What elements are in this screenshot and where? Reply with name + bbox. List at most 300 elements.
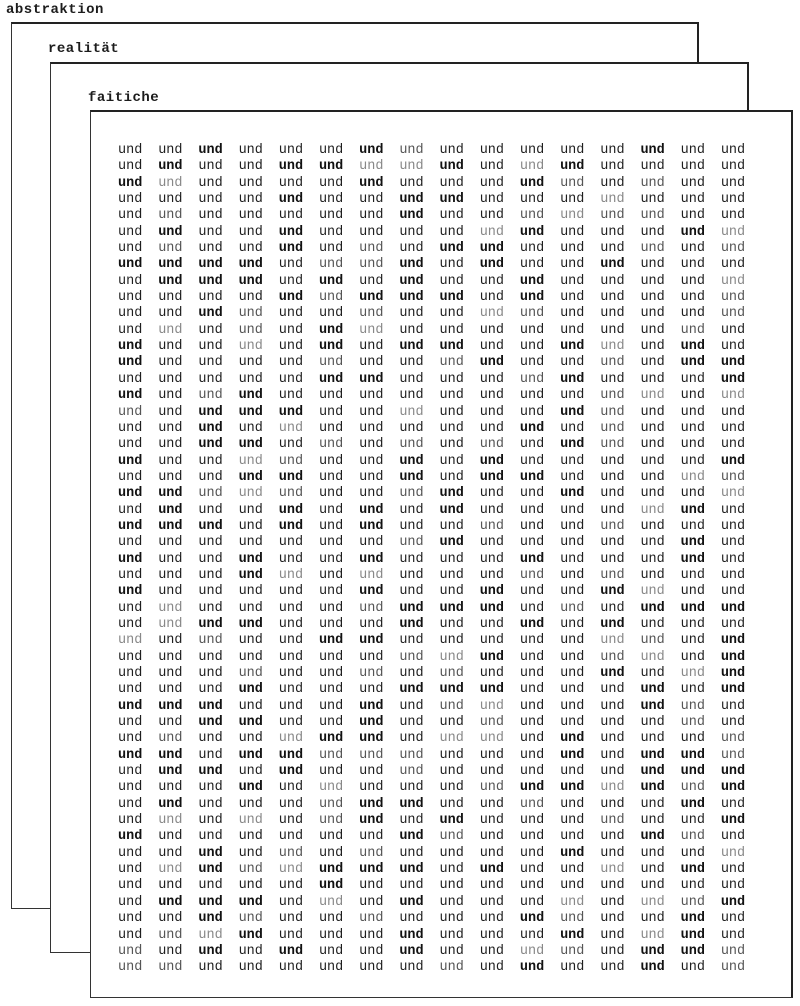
word-und: und [560,306,585,322]
word-und: und [720,796,746,812]
word-und: und [720,764,746,780]
word-und: und [158,829,183,845]
word-und: und [519,780,545,796]
word-und: und [318,388,344,404]
word-und: und [318,257,344,273]
word-und: und [600,404,625,420]
word-und: und [479,420,504,436]
word-und: und [118,584,143,600]
word-und: und [519,551,545,567]
word-und: und [158,469,183,485]
word-und: und [600,649,625,665]
word-und: und [560,813,585,829]
word-und: und [439,339,464,355]
word-und: und [439,584,464,600]
word-und: und [640,322,665,338]
word-und: und [359,845,384,861]
word-und: und [238,567,263,583]
text-row [118,780,763,796]
word-und: und [560,486,585,502]
word-und: und [399,845,424,861]
text-row [118,257,763,273]
word-und: und [479,535,504,551]
word-und: und [118,518,143,534]
word-und: und [278,927,304,943]
word-und: und [118,241,143,257]
word-und: und [158,567,183,583]
word-und: und [640,633,665,649]
word-und: und [479,584,504,600]
word-und: und [519,567,545,583]
text-row [118,731,763,747]
word-und: und [720,453,746,469]
word-und: und [318,698,344,714]
word-und: und [158,960,183,976]
text-row [118,552,763,568]
word-und: und [198,453,223,469]
word-und: und [560,175,585,191]
word-und: und [198,600,223,616]
word-und: und [359,862,384,878]
word-und: und [680,224,705,240]
word-und: und [118,257,143,273]
word-und: und [359,535,384,551]
word-und: und [278,306,304,322]
word-und: und [519,960,545,976]
word-und: und [640,257,665,273]
word-und: und [118,273,143,289]
word-und: und [278,192,304,208]
word-und: und [439,927,464,943]
word-und: und [359,192,384,208]
word-und: und [720,175,746,191]
word-und: und [560,829,585,845]
word-und: und [278,878,304,894]
word-und: und [399,192,424,208]
text-row [118,208,763,224]
word-und: und [519,322,545,338]
word-und: und [640,371,665,387]
word-und: und [479,666,504,681]
word-und: und [359,682,384,698]
word-und: und [198,486,223,502]
word-und: und [600,469,625,485]
word-und: und [318,943,344,959]
word-und: und [560,437,585,453]
word-und: und [640,666,665,681]
text-row [118,960,763,976]
word-und: und [278,486,304,502]
word-und: und [359,371,384,387]
word-und: und [359,764,384,780]
word-und: und [519,862,545,878]
word-und: und [640,698,665,714]
word-und: und [118,780,143,796]
word-und: und [680,339,705,355]
word-und: und [359,780,384,796]
word-und: und [600,371,625,387]
word-und: und [318,764,344,780]
word-und: und [479,404,504,420]
word-und: und [278,649,304,665]
word-und: und [359,878,384,894]
word-und: und [640,143,665,158]
word-und: und [238,437,263,453]
word-und: und [359,894,384,910]
word-und: und [118,698,143,714]
word-und: und [640,420,665,436]
word-und: und [680,649,705,665]
word-und: und [600,355,625,371]
word-und: und [399,535,424,551]
word-und: und [479,943,504,959]
word-und: und [278,273,304,289]
word-und: und [519,420,545,436]
word-und: und [439,469,464,485]
word-und: und [720,322,746,338]
word-und: und [519,584,545,600]
word-und: und [118,192,143,208]
word-und: und [118,633,143,649]
word-und: und [640,813,665,829]
word-und: und [560,159,585,175]
word-und: und [238,616,263,632]
word-und: und [399,437,424,453]
word-und: und [479,698,504,714]
word-und: und [600,731,625,747]
word-und: und [118,927,143,943]
word-und: und [118,437,143,453]
word-und: und [640,731,665,747]
word-und: und [158,666,183,681]
word-und: und [680,469,705,485]
word-und: und [519,764,545,780]
word-und: und [158,584,183,600]
word-und: und [519,829,545,845]
word-und: und [399,927,424,943]
word-und: und [519,192,545,208]
word-und: und [399,159,424,175]
word-und: und [318,290,344,306]
word-und: und [600,273,625,289]
word-und: und [359,273,384,289]
word-und: und [399,404,424,420]
word-und: und [640,584,665,600]
word-und: und [479,845,504,861]
word-und: und [158,192,183,208]
word-und: und [560,404,585,420]
word-und: und [278,175,304,191]
word-und: und [399,862,424,878]
word-und: und [720,960,746,976]
word-und: und [278,420,304,436]
word-und: und [680,764,705,780]
word-und: und [519,175,545,191]
word-und: und [278,764,304,780]
word-und: und [519,388,545,404]
word-und: und [399,306,424,322]
word-und: und [479,290,504,306]
word-und: und [318,567,344,583]
word-und: und [238,731,263,747]
word-und: und [318,715,344,731]
word-und: und [560,518,585,534]
word-und: und [600,388,625,404]
word-und: und [600,862,625,878]
word-und: und [198,927,223,943]
word-und: und [519,290,545,306]
word-und: und [118,911,143,927]
word-und: und [118,175,143,191]
word-und: und [278,224,304,240]
word-und: und [640,894,665,910]
word-und: und [479,208,504,224]
word-und: und [399,224,424,240]
word-und: und [318,208,344,224]
word-und: und [560,943,585,959]
word-und: und [479,747,504,763]
word-und: und [560,682,585,698]
word-und: und [118,453,143,469]
word-und: und [278,813,304,829]
word-und: und [198,420,223,436]
text-row [118,764,763,780]
word-und: und [238,306,263,322]
word-und: und [479,518,504,534]
word-und: und [560,616,585,632]
word-und: und [198,747,223,763]
word-und: und [600,747,625,763]
word-und: und [318,502,344,518]
word-und: und [680,747,705,763]
word-und: und [680,698,705,714]
word-und: und [359,518,384,534]
word-und: und [399,600,424,616]
word-und: und [560,388,585,404]
word-und: und [278,322,304,338]
word-und: und [479,862,504,878]
word-und: und [680,911,705,927]
word-und: und [198,518,223,534]
word-und: und [118,404,143,420]
word-und: und [680,273,705,289]
word-und: und [118,943,143,959]
text-row [118,601,763,617]
word-und: und [318,322,344,338]
word-und: und [720,731,746,747]
word-und: und [640,535,665,551]
word-und: und [600,159,625,175]
word-und: und [158,322,183,338]
word-und: und [479,175,504,191]
word-und: und [318,911,344,927]
sheet-label-abstraktion: abstraktion [6,2,104,18]
word-und: und [600,584,625,600]
word-und: und [198,322,223,338]
word-und: und [600,208,625,224]
word-und: und [278,355,304,371]
word-und: und [158,486,183,502]
word-und: und [278,698,304,714]
word-und: und [278,862,304,878]
word-und: und [680,453,705,469]
word-und: und [118,290,143,306]
word-und: und [479,682,504,698]
word-und: und [479,894,504,910]
word-und: und [479,339,504,355]
word-und: und [560,322,585,338]
word-und: und [680,502,705,518]
word-und: und [479,927,504,943]
word-und: und [640,306,665,322]
word-und: und [519,535,545,551]
word-und: und [318,404,344,420]
text-row [118,339,763,355]
word-und: und [198,339,223,355]
word-und: und [359,567,384,583]
word-und: und [720,633,746,649]
word-und: und [278,290,304,306]
word-und: und [318,780,344,796]
word-und: und [158,273,183,289]
word-und: und [600,878,625,894]
word-und: und [479,600,504,616]
word-und: und [600,943,625,959]
word-und: und [720,486,746,502]
word-und: und [680,208,705,224]
word-und: und [680,878,705,894]
word-und: und [238,682,263,698]
word-und: und [158,404,183,420]
word-und: und [158,306,183,322]
word-und: und [318,682,344,698]
word-und: und [118,535,143,551]
word-und: und [198,894,223,910]
word-und: und [560,698,585,714]
word-und: und [278,911,304,927]
word-und: und [439,290,464,306]
word-und: und [680,780,705,796]
word-und: und [439,862,464,878]
word-und: und [640,616,665,632]
word-und: und [238,894,263,910]
word-und: und [158,764,183,780]
word-und: und [318,535,344,551]
word-und: und [479,143,504,158]
word-und: und [439,257,464,273]
word-und: und [318,241,344,257]
word-und: und [600,698,625,714]
word-und: und [720,388,746,404]
word-und: und [359,257,384,273]
word-und: und [560,469,585,485]
word-und: und [519,273,545,289]
word-und: und [278,143,304,158]
word-und: und [318,584,344,600]
word-und: und [680,682,705,698]
word-und: und [238,257,263,273]
word-und: und [238,486,263,502]
word-und: und [359,584,384,600]
word-und: und [158,502,183,518]
text-row [118,650,763,666]
word-und: und [479,911,504,927]
word-und: und [318,616,344,632]
word-und: und [720,535,746,551]
word-und: und [560,339,585,355]
word-und: und [278,715,304,731]
word-und: und [439,175,464,191]
word-und: und [479,502,504,518]
word-und: und [158,453,183,469]
word-und: und [720,469,746,485]
text-row [118,911,763,927]
word-und: und [318,486,344,502]
word-und: und [640,862,665,878]
word-und: und [640,192,665,208]
word-und: und [318,731,344,747]
word-und: und [399,241,424,257]
word-und: und [238,666,263,681]
word-und: und [399,878,424,894]
word-und: und [359,731,384,747]
word-und: und [720,698,746,714]
text-row [118,159,763,175]
word-und: und [399,698,424,714]
word-und: und [439,404,464,420]
word-und: und [720,943,746,959]
word-und: und [680,960,705,976]
word-und: und [479,878,504,894]
word-und: und [600,813,625,829]
word-und: und [158,290,183,306]
word-und: und [720,437,746,453]
word-und: und [479,273,504,289]
word-und: und [519,796,545,812]
text-row [118,748,763,764]
word-und: und [600,420,625,436]
word-und: und [278,453,304,469]
text-row [118,846,763,862]
word-und: und [680,829,705,845]
word-und: und [318,666,344,681]
word-und: und [238,518,263,534]
word-und: und [318,878,344,894]
word-und: und [439,355,464,371]
text-row [118,535,763,551]
word-und: und [198,404,223,420]
word-und: und [238,290,263,306]
word-und: und [600,715,625,731]
word-und: und [158,911,183,927]
word-und: und [238,584,263,600]
word-und: und [318,518,344,534]
word-und: und [318,813,344,829]
word-und: und [278,339,304,355]
text-row [118,503,763,519]
word-und: und [519,894,545,910]
word-und: und [198,780,223,796]
word-und: und [399,567,424,583]
word-und: und [318,649,344,665]
word-und: und [720,355,746,371]
word-und: und [318,894,344,910]
word-und: und [158,649,183,665]
word-und: und [479,388,504,404]
word-und: und [600,911,625,927]
word-und: und [720,829,746,845]
word-und: und [238,764,263,780]
